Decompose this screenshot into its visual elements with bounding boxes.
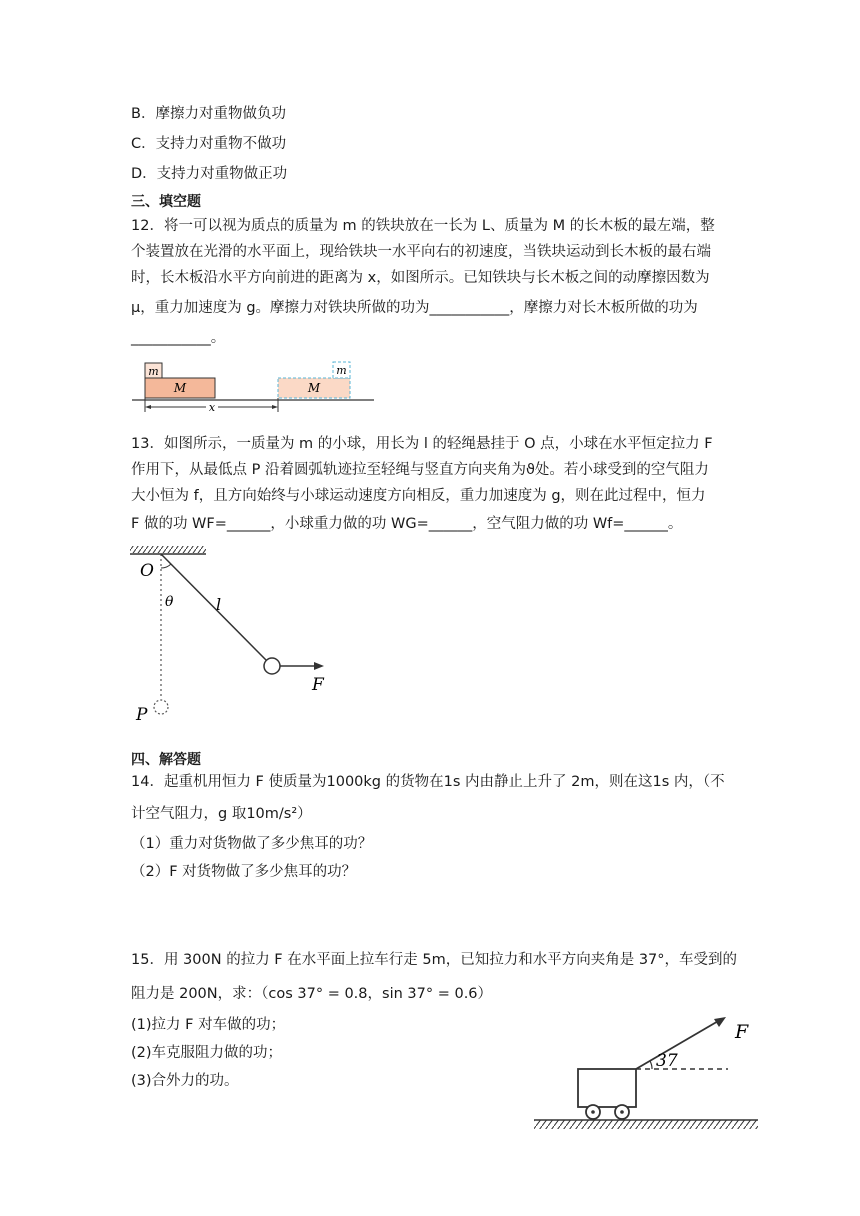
section-3-title: 三、填空题 [131,194,201,210]
cart-body [578,1069,636,1107]
label-m2: m [336,364,347,377]
q12-line-4: μ，重力加速度为 g。摩擦力对铁块所做的功为___________，摩擦力对长木板所做的功为 [131,300,698,316]
q13-line-4: F 做的功 WF=______，小球重力做的功 WG=______，空气阻力做的功 Wf=______。 [131,516,683,532]
q14-sub-2: （2）F 对货物做了多少焦耳的功？ [131,864,357,880]
label-M2: M [307,381,321,395]
force-F-arrow [636,1020,720,1069]
option-c: C．支持力对重物不做功 [131,136,287,152]
label-angle-37: 37 [656,1051,678,1071]
section-4-title: 四、解答题 [131,752,201,768]
label-l: l [216,595,222,614]
q15-figure [530,1014,780,1138]
q15-sub-3: (3)合外力的功。 [131,1073,239,1089]
label-F: F [312,675,324,695]
q14-sub-1: （1）重力对货物做了多少焦耳的功？ [131,836,373,852]
label-M1: M [173,381,187,395]
q15-line-1: 15．用 300N 的拉力 F 在水平面上拉车行走 5m，已知拉力和水平方向夹角是 37°，车受到的 [131,952,738,968]
label-F: F [735,1021,749,1043]
q12-line-1: 12．将一可以视为质点的质量为 m 的铁块放在一长为 L、质量为 M 的长木板的最左端，整 [131,218,715,234]
q15-sub-2: (2)车克服阻力做的功； [131,1045,283,1061]
label-x: x [208,401,216,414]
q13-line-3: 大小恒为 f，且方向始终与小球运动速度方向相反，重力加速度为 g，则在此过程中，恒力 [131,488,706,504]
label-P: P [136,705,148,724]
q12-line-3: 时，长木板沿水平方向前进的距离为 x，如图所示。已知铁块与长木板之间的动摩擦因数为 [131,270,710,286]
q13-line-1: 13．如图所示，一质量为 m 的小球，用长为 l 的轻绳悬挂于 O 点，小球在水平恒定拉力 F [131,436,713,452]
q12-line-5: ___________。 [131,330,226,346]
label-O: O [140,561,154,581]
q15-line-2: 阻力是 200N，求：（cos 37° = 0.8，sin 37° = 0.6） [131,986,493,1002]
rope [161,554,266,660]
angle-arc [161,564,171,568]
q13-line-2: 作用下，从最低点 P 沿着圆弧轨迹拉至轻绳与竖直方向夹角为ϑ处。若小球受到的空气阻力 [131,462,709,478]
q15-sub-1: (1)拉力 F 对车做的功； [131,1017,286,1033]
ball [264,658,280,674]
option-d: D．支持力对重物做正功 [131,166,288,182]
q14-line-1: 14．起重机用恒力 F 使质量为1000kg 的货物在1s 内由静止上升了 2m，则在这1s 内，（不 [131,774,725,790]
q12-line-2: 个装置放在光滑的水平面上，现给铁块一水平向右的初速度，当铁块运动到长木板的最右端 [131,244,711,260]
ceiling-hatch [130,546,206,553]
label-m1: m [148,365,159,378]
angle-arc [650,1061,652,1069]
ground-hatch [534,1120,758,1129]
q14-line-2: 计空气阻力，g 取10m/s²） [131,806,312,822]
option-b: B．摩擦力对重物做负功 [131,106,286,122]
q13-figure [126,542,346,724]
label-theta: θ [165,594,174,610]
ball-initial-dashed [154,700,168,714]
q12-figure [128,358,378,416]
